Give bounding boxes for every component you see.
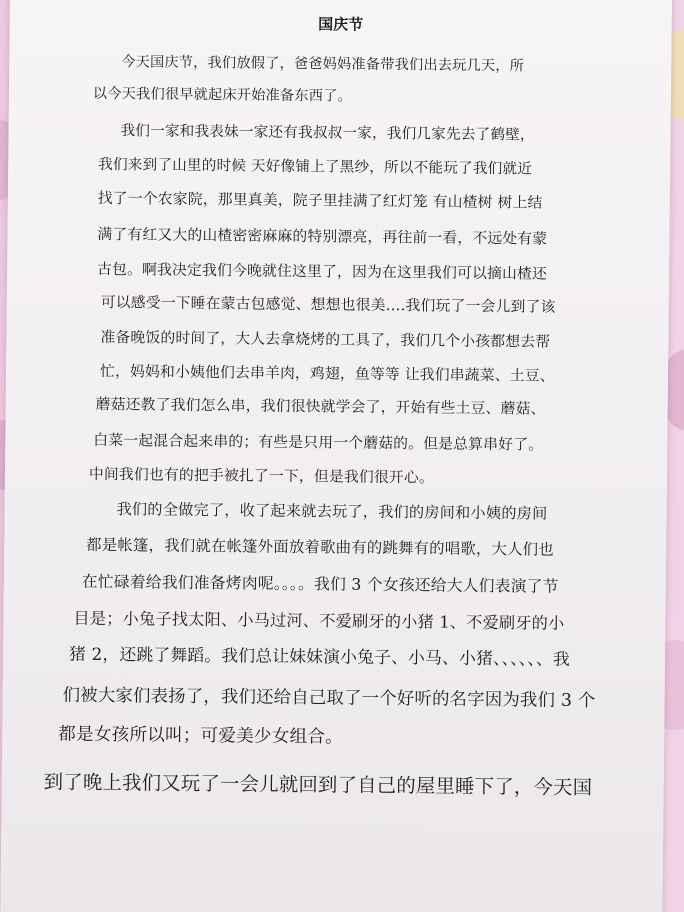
text-line: 都是帐篷，我们就在帐篷外面放着歌曲有的跳舞有的唱歌，大人们也 — [86, 535, 555, 559]
text-line: 蘑菇还教了我们怎么串，我们很快就学会了，开始有些土豆、蘑菇、 — [95, 395, 546, 418]
text-line: 忙，妈妈和小姨他们去串羊肉，鸡翅，鱼等等 让我们串蔬菜、土豆、 — [99, 362, 555, 385]
text-line: 古包。啊我决定我们今晚就住这里了，因为在这里我们可以摘山楂还 — [97, 260, 548, 283]
text-line: 我们的全做完了，收了起来就去玩了，我们的房间和小姨的房间 — [116, 500, 548, 523]
text-line: 目是；小兔子找太阳、小马过河、不爱刷牙的小猪 1、不爱刷牙的小 — [73, 608, 565, 633]
text-line: 可以感受一下睡在蒙古包感觉、想想也很美….我们玩了一会儿到了该 — [100, 293, 556, 316]
text-line: 今天国庆节，我们放假了，爸爸妈妈准备带我们出去玩几天，所 — [121, 54, 525, 75]
text-line: 准备晚饭的时间了，大人去拿烧烤的工具了，我们几个小孩都想去帮 — [100, 328, 551, 351]
text-line: 在忙碌着给我们准备烤肉呢。。。。我们 3 个女孩还给大人们表演了节 — [81, 571, 559, 596]
text-line: 我们一家和我表妹一家还有我叔叔一家，我们几家先去了鹤壁， — [120, 122, 535, 144]
text-line: 白菜一起混合起来串的；有些是只用一个蘑菇的。但是总算串好了。 — [93, 431, 544, 454]
text-line: 我们来到了山里的时候 天好像铺上了黑纱，所以不能玩了我们就近 — [98, 155, 533, 178]
text-line: 中间我们也有的把手被扎了一下，但是我们很开心。 — [88, 465, 434, 487]
text-line: 猪 2，还跳了舞蹈。我们总让妹妹演小兔子、小马、小猪、、、、、、我 — [68, 643, 571, 669]
text-line: 到了晚上我们又玩了一会儿就回到了自己的屋里睡下了，今天国 — [43, 770, 593, 800]
text-line: 们被大家们表扬了，我们还给自己取了一个好听的名字因为我们 3 个 — [62, 685, 596, 712]
text-line: 满了有红又大的山楂密密麻麻的特别漂亮，再往前一看，不远处有蒙 — [97, 225, 548, 248]
text-line: 找了一个农家院，那里真美，院子里挂满了红灯笼 有山楂树 树上结 — [97, 189, 543, 212]
text-line: 都是女孩所以叫；可爱美少女组合。 — [58, 724, 344, 748]
document-title: 国庆节 — [318, 15, 364, 34]
text-line: 以今天我们很早就起床开始准备东西了。 — [92, 85, 352, 105]
